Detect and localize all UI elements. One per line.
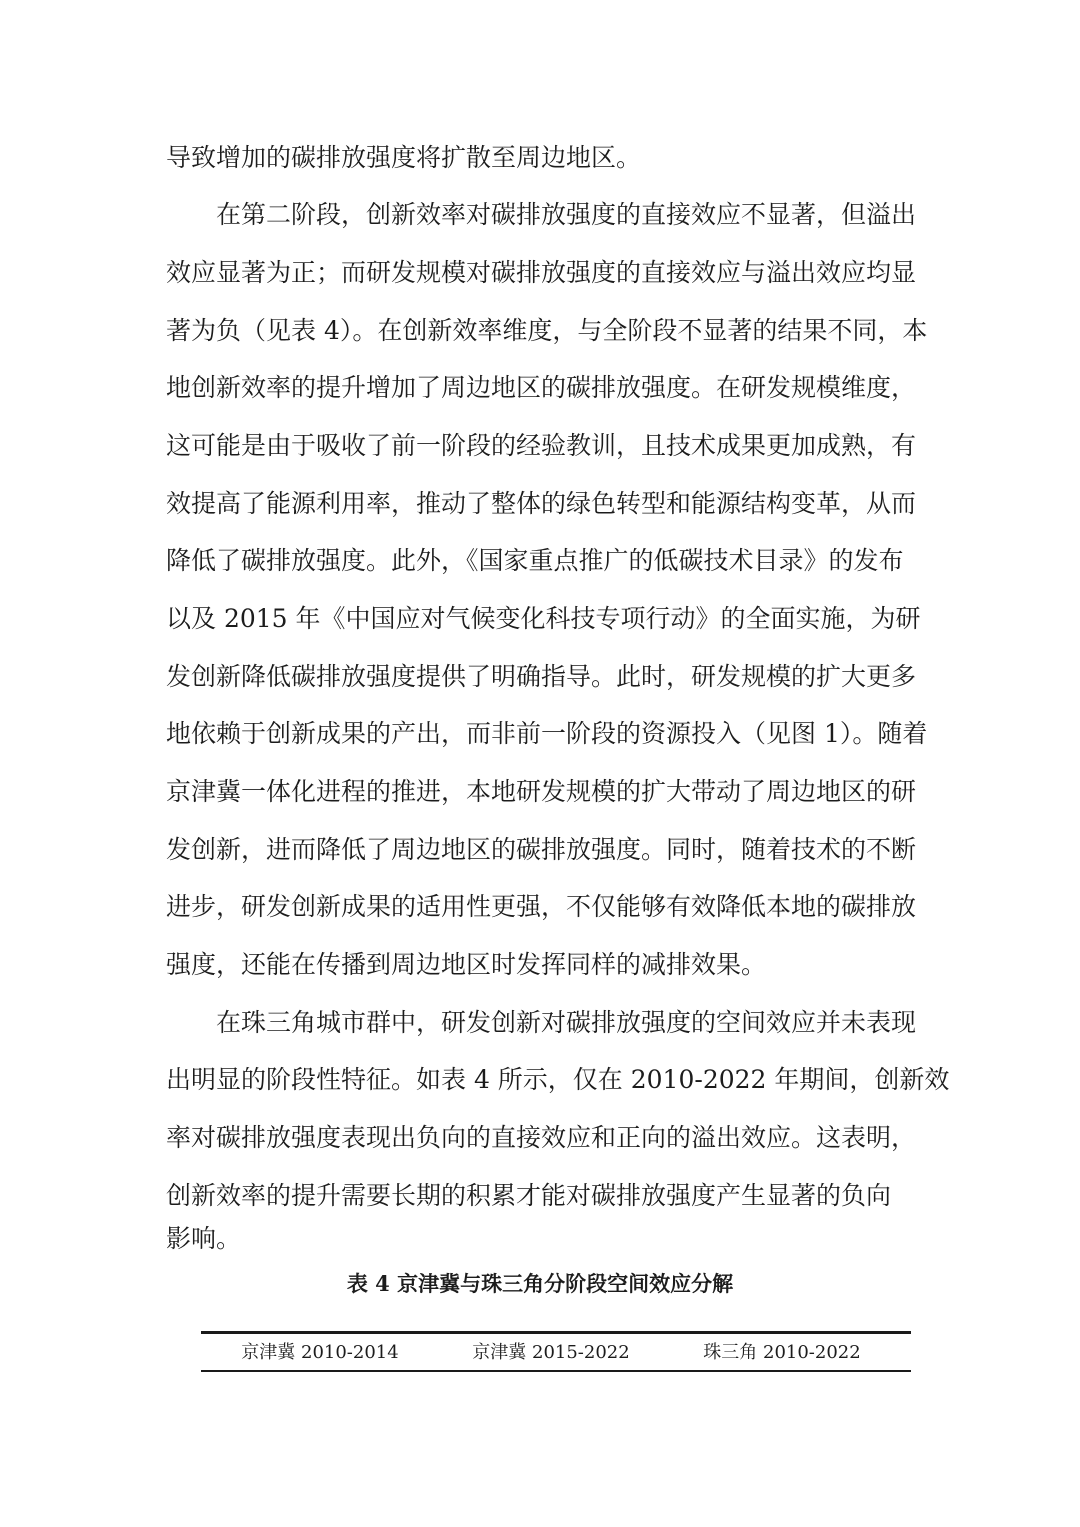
paragraph-line: 在珠三角城市群中，研发创新对碳排放强度的空间效应并未表现 xyxy=(166,1008,917,1037)
paragraph-line: 降低了碳排放强度。此外，《国家重点推广的低碳技术目录》的发布 xyxy=(166,546,904,575)
table-column-header: 京津冀 2015-2022 xyxy=(472,1342,630,1363)
paragraph-line: 在第二阶段，创新效率对碳排放强度的直接效应不显著，但溢出 xyxy=(166,200,917,229)
paragraph-line: 强度，还能在传播到周边地区时发挥同样的减排效果。 xyxy=(166,950,767,979)
paragraph-line: 地创新效率的提升增加了周边地区的碳排放强度。在研发规模维度， xyxy=(166,373,917,402)
table-column-header: 京津冀 2010-2014 xyxy=(241,1342,399,1363)
paragraph-line: 导致增加的碳排放强度将扩散至周边地区。 xyxy=(166,143,642,172)
paragraph-line: 出明显的阶段性特征。如表 4 所示，仅在 2010-2022 年期间，创新效 xyxy=(166,1065,950,1094)
table-top-rule xyxy=(201,1331,911,1334)
paragraph-line: 率对碳排放强度表现出负向的直接效应和正向的溢出效应。这表明， xyxy=(166,1123,917,1152)
paragraph-line: 这可能是由于吸收了前一阶段的经验教训，且技术成果更加成熟，有 xyxy=(166,431,917,460)
paragraph-line: 效应显著为正；而研发规模对碳排放强度的直接效应与溢出效应均显 xyxy=(166,258,917,287)
paragraph-line: 发创新降低碳排放强度提供了明确指导。此时，研发规模的扩大更多 xyxy=(166,662,917,691)
paragraph-line: 以及 2015 年《中国应对气候变化科技专项行动》的全面实施，为研 xyxy=(166,604,921,633)
paragraph-line: 进步，研发创新成果的适用性更强，不仅能够有效降低本地的碳排放 xyxy=(166,892,917,921)
paragraph-line: 京津冀一体化进程的推进，本地研发规模的扩大带动了周边地区的研 xyxy=(166,777,917,806)
paragraph-line: 地依赖于创新成果的产出，而非前一阶段的资源投入（见图 1）。随着 xyxy=(166,719,928,748)
paragraph-line: 著为负（见表 4）。在创新效率维度，与全阶段不显著的结果不同，本 xyxy=(166,316,928,345)
paragraph-line: 发创新，进而降低了周边地区的碳排放强度。同时，随着技术的不断 xyxy=(166,835,917,864)
table-header-rule xyxy=(201,1370,911,1372)
paragraph-line: 效提高了能源利用率，推动了整体的绿色转型和能源结构变革，从而 xyxy=(166,489,917,518)
table-title: 表 4 京津冀与珠三角分阶段空间效应分解 xyxy=(346,1271,734,1296)
paragraph-line: 创新效率的提升需要长期的积累才能对碳排放强度产生显著的负向 xyxy=(166,1181,892,1210)
paragraph-line: 影响。 xyxy=(166,1224,242,1253)
table-column-header: 珠三角 2010-2022 xyxy=(703,1342,861,1363)
